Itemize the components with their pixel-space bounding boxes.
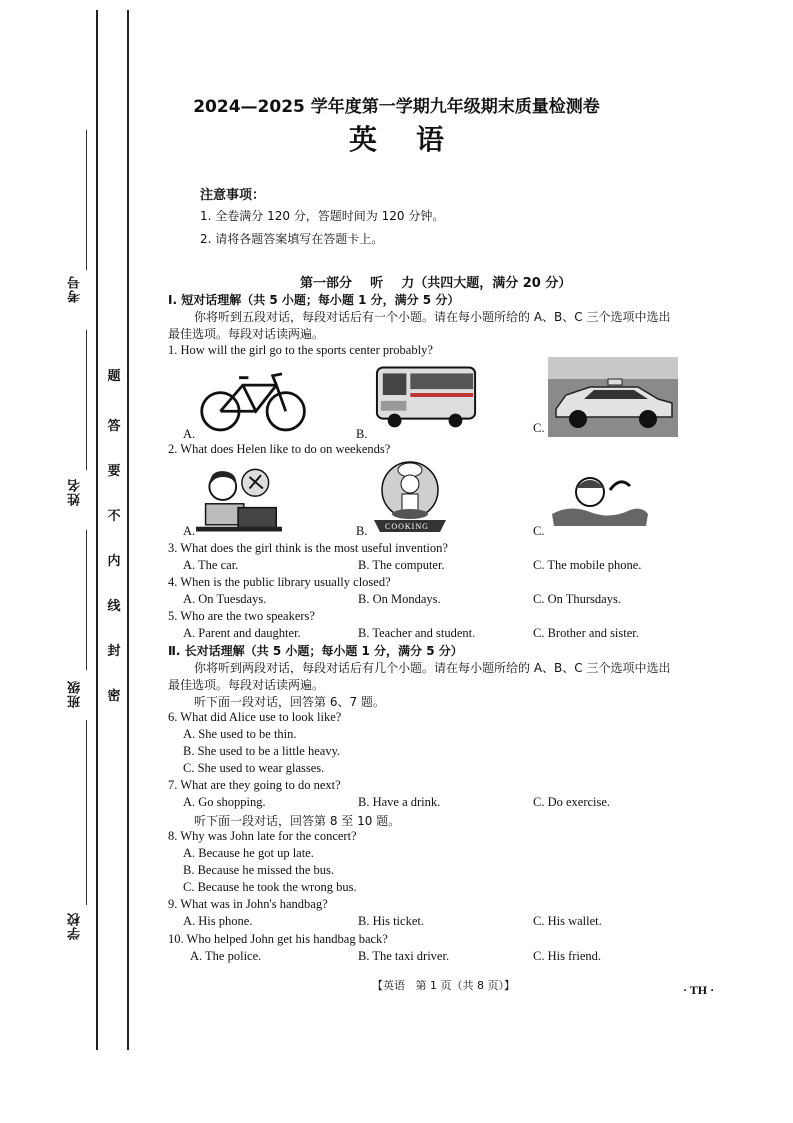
question-4: 4. When is the public library usually closed?	[168, 575, 391, 589]
swimming-image	[550, 470, 650, 530]
q7-option-c: C. Do exercise.	[533, 795, 611, 809]
question-6: 6. What did Alice use to look like?	[168, 710, 342, 724]
seal-char: 答	[107, 419, 121, 434]
section2-instruction: 最佳选项。每段对话读两遍。	[168, 678, 325, 692]
field-school-line	[86, 720, 87, 905]
q10-option-a: A. The police.	[190, 949, 262, 963]
q9-option-b: B. His ticket.	[358, 914, 424, 928]
q6-option-b: B. She used to be a little heavy.	[183, 744, 341, 758]
q10-option-b: B. The taxi driver.	[358, 949, 450, 963]
q8-option-c: C. Because he took the wrong bus.	[183, 880, 357, 894]
q5-option-c: C. Brother and sister.	[533, 626, 639, 640]
q9-option-a: A. His phone.	[183, 914, 253, 928]
field-exam-number-label: 考号	[68, 275, 83, 303]
bus-image	[373, 360, 481, 432]
q4-option-b: B. On Mondays.	[358, 592, 441, 606]
q3-option-b: B. The computer.	[358, 558, 445, 572]
q10-option-c: C. His friend.	[533, 949, 602, 963]
part1-title: 第一部分 听 力（共四大题，满分 20 分）	[300, 276, 572, 291]
listen-instruction: 听下面一段对话，回答第 8 至 10 题。	[194, 814, 401, 828]
q1-option-a: A.	[183, 427, 196, 441]
taxi-image	[548, 357, 678, 437]
q7-option-b: B. Have a drink.	[358, 795, 441, 809]
q5-option-a: A. Parent and daughter.	[183, 626, 301, 640]
field-class-label: 班级	[68, 680, 83, 708]
section1-instruction: 你将听到五段对话，每段对话后有一个小题。请在每小题所给的 A、B、C 三个选项中选出	[194, 310, 671, 324]
cooking-banner-text: COOKING	[385, 522, 429, 531]
q9-option-c: C. His wallet.	[533, 914, 602, 928]
seal-char: 线	[107, 599, 121, 614]
q6-option-a: A. She used to be thin.	[183, 727, 297, 741]
q4-option-c: C. On Thursdays.	[533, 592, 621, 606]
q2-option-a: A.	[183, 524, 196, 538]
section1-title: Ⅰ. 短对话理解（共 5 小题；每小题 1 分，满分 5 分）	[168, 293, 460, 307]
binding-line-inner	[127, 10, 129, 1050]
question-3: 3. What does the girl think is the most useful invention?	[168, 541, 448, 555]
notice-item: 2. 请将各题答案填写在答题卡上。	[200, 232, 384, 246]
question-8: 8. Why was John late for the concert?	[168, 829, 357, 843]
q6-option-c: C. She used to wear glasses.	[183, 761, 325, 775]
seal-char: 题	[107, 369, 121, 384]
q4-option-a: A. On Tuesdays.	[183, 592, 267, 606]
section2-instruction: 你将听到两段对话，每段对话后有几个小题。请在每小题所给的 A、B、C 三个选项中选出	[194, 661, 671, 675]
question-9: 9. What was in John's handbag?	[168, 897, 328, 911]
q2-option-b: B.	[356, 524, 368, 538]
q5-option-b: B. Teacher and student.	[358, 626, 476, 640]
q1-option-b: B.	[356, 427, 368, 441]
q8-option-b: B. Because he missed the bus.	[183, 863, 335, 877]
notice-item: 1. 全卷满分 120 分，答题时间为 120 分钟。	[200, 209, 445, 223]
q3-option-c: C. The mobile phone.	[533, 558, 642, 572]
seal-char: 封	[107, 644, 121, 659]
section2-title: Ⅱ. 长对话理解（共 5 小题；每小题 1 分，满分 5 分）	[168, 644, 463, 658]
field-name-label: 姓名	[68, 478, 83, 506]
listen-instruction: 听下面一段对话，回答第 6、7 题。	[194, 695, 385, 709]
field-class-line	[86, 530, 87, 670]
field-school-label: 学校	[68, 912, 83, 940]
q8-option-a: A. Because he got up late.	[183, 846, 314, 860]
question-7: 7. What are they going to do next?	[168, 778, 341, 792]
seal-char: 不	[107, 509, 121, 524]
q3-option-a: A. The car.	[183, 558, 239, 572]
girl-computer-image	[196, 463, 282, 535]
binding-line-outer	[96, 10, 98, 1050]
question-2: 2. What does Helen like to do on weekends?	[168, 442, 391, 456]
seal-char: 要	[107, 464, 121, 479]
question-10: 10. Who helped John get his handbag back?	[168, 932, 388, 946]
q1-option-c: C.	[533, 421, 545, 435]
q2-option-c: C.	[533, 524, 545, 538]
bicycle-image	[198, 365, 310, 437]
question-5: 5. Who are the two speakers?	[168, 609, 315, 623]
notice-heading: 注意事项：	[200, 188, 266, 203]
subject-title: 英 语	[349, 123, 444, 156]
seal-char: 内	[107, 554, 121, 569]
field-name-line	[86, 330, 87, 470]
seal-char: 密	[107, 689, 121, 704]
section1-instruction: 最佳选项。每段对话读两遍。	[168, 327, 325, 341]
exam-title: 2024—2025 学年度第一学期九年级期末质量检测卷	[193, 97, 600, 117]
page-footer: 【英语 第 1 页（共 8 页）】	[372, 979, 515, 992]
paper-code: · TH ·	[683, 983, 715, 997]
q7-option-a: A. Go shopping.	[183, 795, 266, 809]
question-1: 1. How will the girl go to the sports center probably?	[168, 343, 433, 357]
